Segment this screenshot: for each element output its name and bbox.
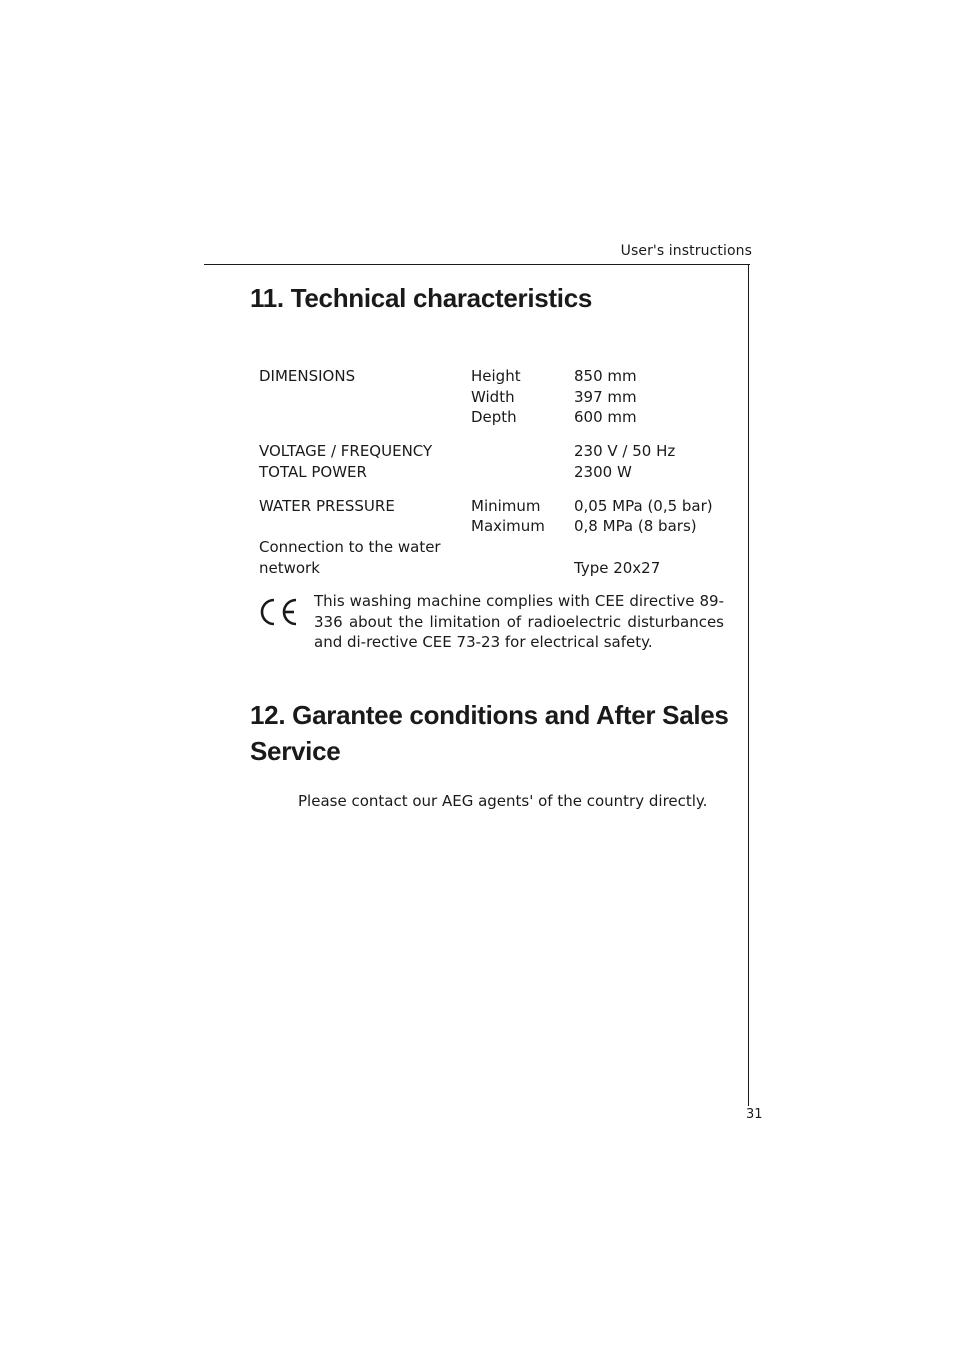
spec-sublabel: Height	[471, 367, 521, 385]
spec-value: 600 mm	[574, 408, 637, 426]
spec-value: 230 V / 50 Hz	[574, 442, 676, 460]
section-11-title: 11. Technical characteristics	[250, 283, 593, 313]
ce-compliance-note: This washing machine complies with CEE directive 89-336 about the limitation of radioelectric disturbances and di-rective CEE 73-23 for electrical safety.	[314, 592, 724, 652]
spec-sublabel: Maximum	[471, 517, 545, 535]
top-rule	[204, 264, 750, 265]
spec-value: 2300 W	[574, 463, 632, 481]
spec-value: 397 mm	[574, 388, 637, 406]
spec-sublabel: Minimum	[471, 497, 541, 515]
contact-note: Please contact our AEG agents' of the country directly.	[298, 792, 708, 810]
spec-label: WATER PRESSURE	[259, 497, 395, 515]
spec-label: DIMENSIONS	[259, 367, 356, 385]
spec-label: Connection to the water	[259, 538, 441, 556]
spec-label: VOLTAGE / FREQUENCY	[259, 442, 433, 460]
spec-label: TOTAL POWER	[259, 463, 367, 481]
spec-sublabel: Depth	[471, 408, 517, 426]
ce-mark-icon	[258, 596, 300, 628]
spec-value: Type 20x27	[574, 559, 661, 577]
spec-sublabel: Width	[471, 388, 515, 406]
page-number: 31	[746, 1107, 763, 1122]
spec-value: 0,05 MPa (0,5 bar)	[574, 497, 713, 515]
spec-value: 850 mm	[574, 367, 637, 385]
running-head: User's instructions	[620, 243, 752, 259]
spec-value: 0,8 MPa (8 bars)	[574, 517, 697, 535]
right-rule	[748, 264, 749, 1106]
spec-label: network	[259, 559, 320, 577]
section-12-title: 12. Garantee conditions and After Sales Service	[250, 700, 729, 766]
